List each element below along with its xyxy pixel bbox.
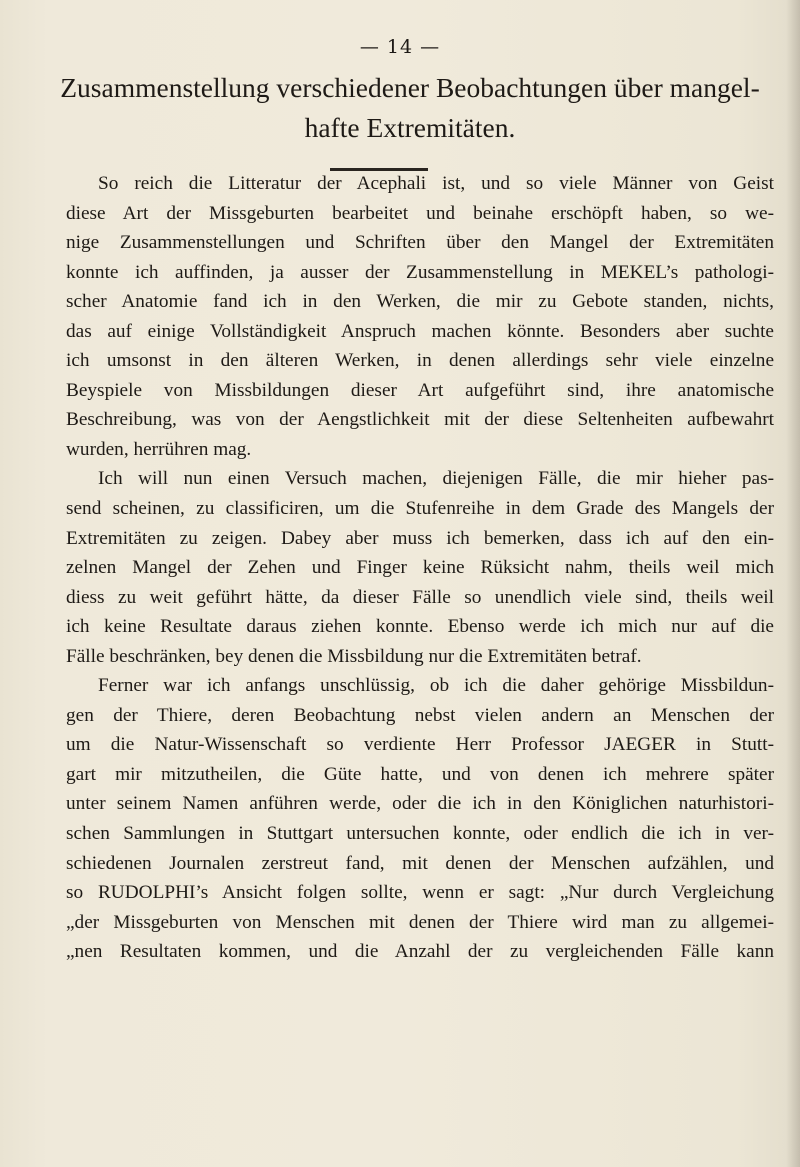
text-line: Ich will nun einen Versuch machen, diejenigen Fälle, die mir hieher pas- bbox=[98, 468, 774, 490]
text-line: so RUDOLPHI’s Ansicht folgen sollte, wenn er sagt: „Nur durch Vergleichung bbox=[66, 882, 774, 904]
title-line-2: hafte Extremitäten. bbox=[304, 112, 516, 143]
text-line: diese Art der Missgeburten bearbeitet und beinahe erschöpft haben, so we- bbox=[66, 202, 774, 224]
text-line: diess zu weit geführt hätte, da dieser Fälle so unendlich viele sind, theils weil bbox=[66, 586, 774, 608]
text-line: um die Natur-Wissenschaft so verdiente Herr Professor JAEGER in Stutt- bbox=[66, 734, 774, 756]
page-number: — 14 — bbox=[359, 36, 441, 58]
paragraph-1 bbox=[66, 169, 774, 464]
text-line: das auf einige Vollständigkeit Anspruch machen könnte. Besonders aber suchte bbox=[66, 320, 774, 342]
text-line: Beschreibung, was von der Aengstlichkeit mit der diese Seltenheiten aufbewahrt bbox=[66, 409, 774, 431]
text-line: wurden, herrühren mag. bbox=[66, 438, 252, 460]
text-line: Fälle beschränken, bey denen die Missbildung nur die Extremitäten betraf. bbox=[66, 645, 642, 667]
text-line: unter seinem Namen anführen werde, oder die ich in den Königlichen naturhistori- bbox=[66, 793, 774, 815]
text-line: „der Missgeburten von Menschen mit denen der Thiere wird man zu allgemei- bbox=[66, 911, 774, 933]
text-line: send scheinen, zu classificiren, um die Stufenreihe in dem Grade des Mangels der bbox=[66, 498, 774, 520]
paragraph-3 bbox=[66, 671, 774, 966]
text-line: ich umsonst in den älteren Werken, in denen allerdings sehr viele einzelne bbox=[66, 350, 774, 372]
text-line: konnte ich auffinden, ja ausser der Zusammenstellung in MEKEL’s pathologi- bbox=[66, 261, 774, 283]
text-line: schiedenen Journalen zerstreut fand, mit denen der Menschen aufzählen, und bbox=[66, 852, 774, 874]
text-line: scher Anatomie fand ich in den Werken, die mir zu Gebote standen, nichts, bbox=[66, 291, 774, 313]
text-line: zelnen Mangel der Zehen und Finger keine Rüksicht nahm, theils weil mich bbox=[66, 557, 774, 579]
text-line: gart mir mitzutheilen, die Güte hatte, und von denen ich mehrere später bbox=[66, 763, 774, 785]
title-line-1: Zusammenstellung verschiedener Beobachtungen über mangel- bbox=[60, 72, 760, 103]
text-line: ich keine Resultate daraus ziehen konnte. Ebenso werde ich mich nur auf die bbox=[66, 616, 774, 638]
text-line: Extremitäten zu zeigen. Dabey aber muss ich bemerken, dass ich auf den ein- bbox=[66, 527, 774, 549]
section-title bbox=[60, 68, 760, 148]
text-line: „nen Resultaten kommen, und die Anzahl der zu vergleichenden Fälle kann bbox=[66, 941, 774, 963]
text-line: schen Sammlungen in Stuttgart untersuchen konnte, oder endlich die ich in ver- bbox=[66, 823, 774, 845]
text-line: So reich die Litteratur der Acephali ist, und so viele Männer von Geist bbox=[98, 173, 774, 194]
page-edge-shadow bbox=[786, 0, 800, 1167]
text-line: Beyspiele von Missbildungen dieser Art aufgeführt sind, ihre anatomische bbox=[66, 379, 774, 401]
text-line: Ferner war ich anfangs unschlüssig, ob ich die daher gehörige Missbildun- bbox=[98, 675, 774, 697]
text-line: gen der Thiere, deren Beobachtung nebst vielen andern an Menschen der bbox=[66, 704, 774, 726]
paragraph-2 bbox=[66, 464, 774, 671]
body-text bbox=[66, 169, 774, 967]
text-line: nige Zusammenstellungen und Schriften über den Mangel der Extremitäten bbox=[66, 232, 774, 254]
